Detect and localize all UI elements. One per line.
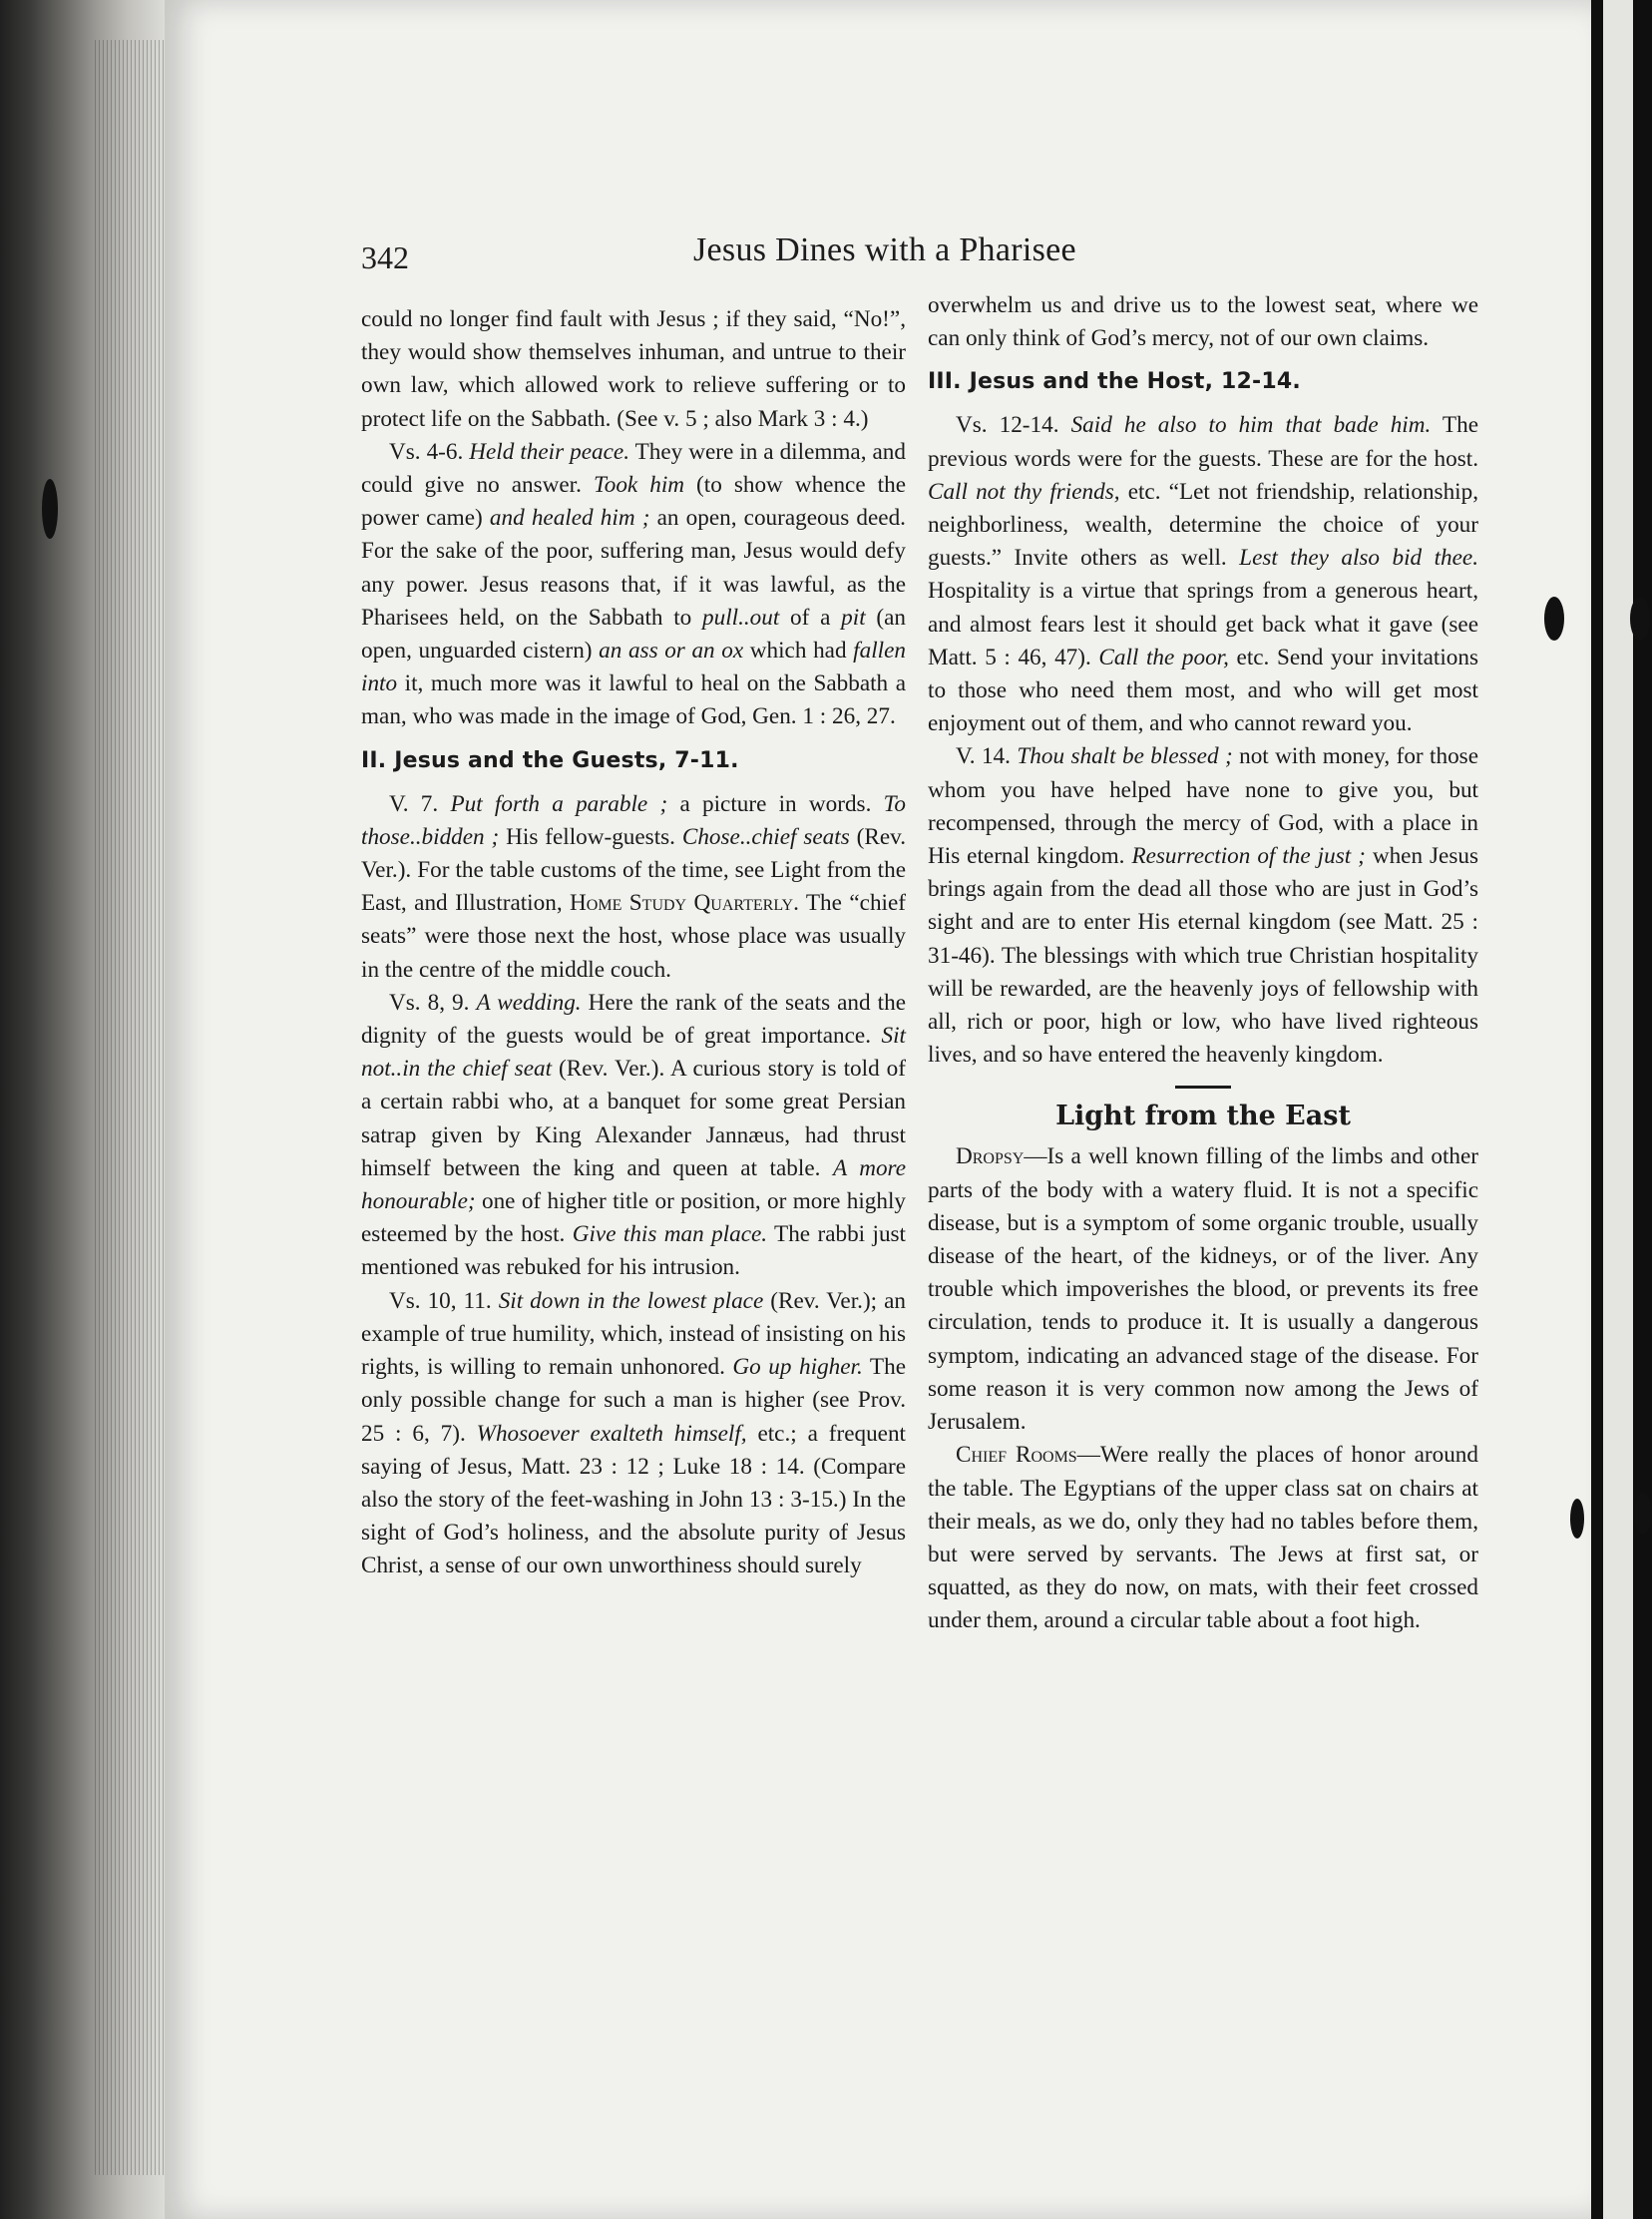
running-title: Jesus Dines with a Pharisee (693, 231, 1076, 268)
paragraph-dropsy: Dropsy—Is a well known filling of the limbs and other parts of the body with a watery fluid. It is not a specific disease, but is a symptom of some organic trouble, usually disease of the heart, of the kidneys, or of the liver. Any trouble which impoverishes the blood, or prevents its free circulation, tends to produce it. It is usually a dangerous symptom, indicating an advanced stage of the disease. For some reason it is very common now among the Jews of Jerusalem. (928, 1143, 1478, 1436)
page-edges (95, 40, 165, 2175)
section-divider (1175, 1086, 1231, 1089)
section-heading-guests: II. Jesus and the Guests, 7-11. (361, 747, 739, 773)
binding-hole-mark (1630, 597, 1650, 641)
left-column (361, 303, 906, 1583)
paragraph-vs-8-9: Vs. 8, 9. A wedding. Here the rank of the seats and the dignity of the guests would be of great importance. Sit not..in the chief seat (Rev. Ver.). A curious story is told of a certain rabbi who, at a banquet for some great Persian satrap given by King Alexander Jannæus, had thrust himself between the king and queen at table. A more honourable; one of higher title or position, or more highly esteemed by the host. Give this man place. The rabbi just mentioned was rebuked for his intrusion. (361, 989, 906, 1281)
binding-hole-mark (42, 479, 58, 539)
paragraph-v-14: V. 14. Thou shalt be blessed ; not with money, for those whom you have helped have none to give you, but recompensed, through the mercy of God, with a place in His eternal kingdom. Resurrection of the just ; when Jesus brings again from the dead all those who are just in God’s sight and are to enter His eternal kingdom (see Matt. 25 : 31-46). The blessings with which true Christian hospitality will be rewarded, are the heavenly joys of fellowship with all, rich or poor, high or low, who have lived righteous lives, and so have entered the heavenly kingdom. (928, 743, 1478, 1069)
paragraph-continued: could no longer find fault with Jesus ; if they said, “No!”, they would show themselves inhuman, and untrue to their own law, which allowed work to relieve suffering or to protect life on the Sabbath. (See v. 5 ; also Mark 3 : 4.) (361, 306, 906, 432)
binding-hole-mark (1570, 1499, 1584, 1539)
running-head (361, 231, 1508, 281)
paragraph-continued: overwhelm us and drive us to the lowest seat, where we can only think of God’s mercy, not of our own claims. (928, 292, 1478, 352)
page-number: 342 (361, 239, 409, 275)
section-heading-host: III. Jesus and the Host, 12-14. (928, 369, 1301, 395)
light-from-the-east-heading: Light from the East (1055, 1101, 1351, 1132)
paragraph-vs-12-14: Vs. 12-14. Said he also to him that bade him. The previous words were for the guests. These are for the host. Call not thy friends, etc. “Let not friendship, relationship, neighborliness, wealth, determine the choice of your guests.” Invite others as well. Lest they also bid thee. Hospitality is a virtue that springs from a generous heart, and almost fears lest it should get back what it gave (see Matt. 5 : 46, 47). Call the poor, etc. Send your invitations to those who need them most, and who will get most enjoyment out of them, and who cannot reward you. (928, 412, 1478, 737)
right-column (928, 289, 1478, 1638)
paragraph-vs-10-11: Vs. 10, 11. Sit down in the lowest place (Rev. Ver.); an example of true humility, which, instead of insisting on his rights, is willing to remain unhonored. Go up higher. The only possible change for such a man is higher (see Prov. 25 : 6, 7). Whosoever exalteth himself, etc.; a frequent saying of Jesus, Matt. 23 : 12 ; Luke 18 : 14. (Compare also the story of the feet-washing in John 13 : 3-15.) In the sight of God’s holiness, and the absolute purity of Jesus Christ, a sense of our own unworthiness should surely (361, 1287, 907, 1579)
paragraph-chief-rooms: Chief Rooms—Were really the places of honor around the table. The Egyptians of the upper class sat on chairs at their meals, as we do, only they had no tables before them, but were served by servants. The Jews at first sat, or squatted, as they do now, on mats, with their feet crossed under them, around a circular table about a foot high. (928, 1442, 1478, 1634)
book-spine-edge (0, 0, 165, 2219)
right-page-edge (1591, 0, 1652, 2219)
next-page-strip (1603, 0, 1633, 2219)
binding-hole-mark (1634, 1493, 1652, 1535)
binding-hole-mark (1544, 597, 1564, 641)
paragraph-v-7: V. 7. Put forth a parable ; a picture in words. To those..bidden ; His fellow-guests. Chose..chief seats (Rev. Ver.). For the table customs of the time, see Light from the East, and Illustration, Home Study Quarterly. The “chief seats” were those next the host, whose place was usually in the centre of the middle couch. (361, 790, 907, 983)
paragraph-vs-4-6: Vs. 4-6. Held their peace. They were in a dilemma, and could give no answer. Took him (to show whence the power came) and healed him ; an open, courageous deed. For the sake of the poor, suffering man, Jesus would defy any power. Jesus reasons that, if it was lawful, as the Pharisees held, on the Sabbath to pull..out of a pit (an open, unguarded cistern) an ass or an ox which had fallen into it, much more was it lawful to heal on the Sabbath a man, who was made in the image of God, Gen. 1 : 26, 27. (361, 438, 906, 730)
